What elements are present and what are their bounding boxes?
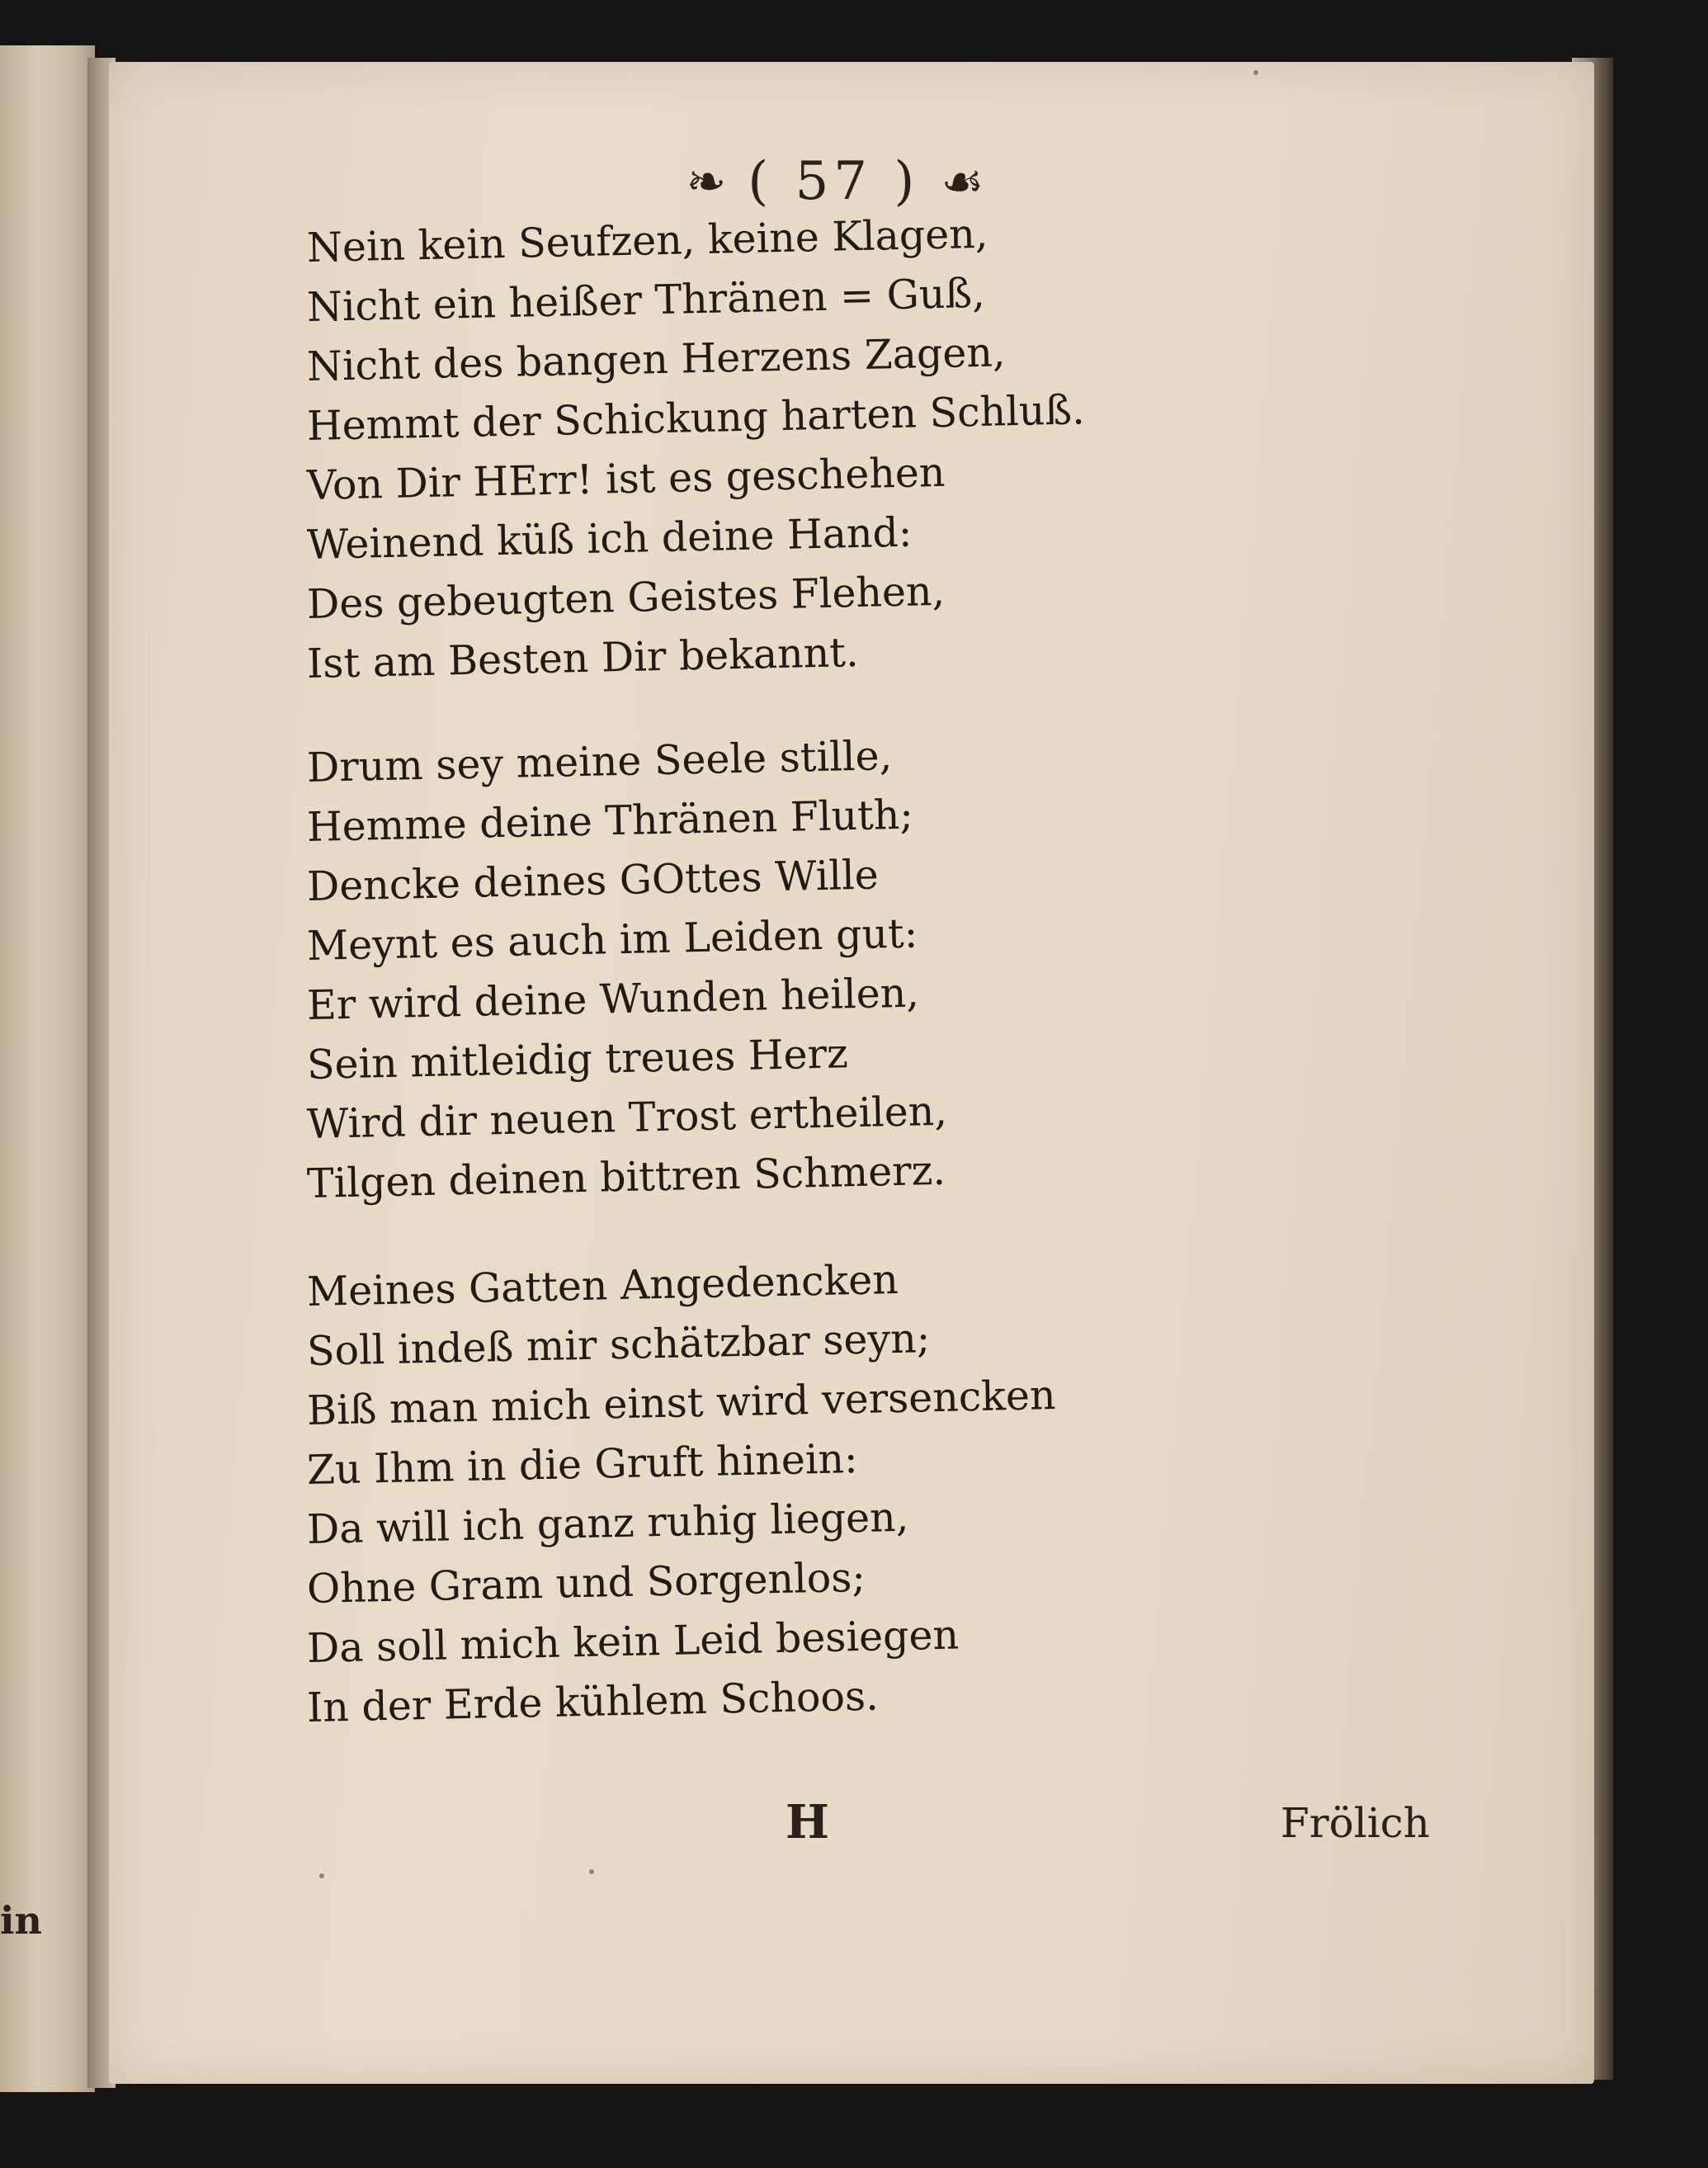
verse-line: Zu Ihm in die Gruft hinein: [306, 1435, 859, 1494]
signature-mark: H [786, 1795, 829, 1849]
verse-line: Wird dir neuen Trost ertheilen, [306, 1087, 948, 1148]
verse-line: Meines Gatten Angedencken [306, 1255, 899, 1315]
verse-line: Nicht ein heißer Thränen = Guß, [306, 269, 986, 331]
paper-speck [1253, 70, 1258, 75]
verse-line: Da soll mich kein Leid besiegen [306, 1611, 960, 1672]
page [109, 62, 1594, 2084]
verse-line: Sein mitleidig treues Herz [306, 1030, 849, 1089]
verse-line: Hemme deine Thränen Fluth; [306, 791, 914, 851]
verse-line: Er wird deine Wunden heilen, [306, 969, 920, 1029]
verse-line: Von Dir HErr! ist es geschehen [306, 448, 946, 509]
paper-speck [319, 1873, 324, 1878]
verse-line: In der Erde kühlem Schoos. [306, 1672, 880, 1731]
verse-line: Nicht des bangen Herzens Zagen, [306, 328, 1006, 390]
page-number: ( 57 ) [748, 151, 920, 212]
left-page-fragment: in [0, 1898, 42, 1943]
verse-line: Biß man mich einst wird versencken [306, 1371, 1057, 1434]
verse-line: Des gebeugten Geistes Flehen, [306, 567, 946, 628]
catchword: Frölich [1281, 1799, 1430, 1847]
left-page [0, 45, 95, 2092]
stanza-1 [306, 210, 1132, 694]
verse-line: Da will ich ganz ruhig liegen, [306, 1493, 909, 1553]
verse-line: Ohne Gram und Sorgenlos; [306, 1553, 866, 1613]
verse-line: Weinend küß ich deine Hand: [306, 508, 913, 569]
paper-speck [589, 1869, 594, 1874]
verse-line: Dencke deines GOttes Wille [306, 851, 880, 910]
ornament-right-icon: ☙ [941, 154, 984, 210]
stanza-3 [306, 1255, 1132, 1738]
verse-line: Hemmt der Schickung harten Schluß. [306, 386, 1086, 450]
ornament-left-icon: ❧ [686, 154, 727, 210]
verse-line: Drum sey meine Seele stille, [306, 732, 893, 791]
verse-line: Meynt es auch im Leiden gut: [306, 909, 918, 970]
verse-line: Soll indeß mir schätzbar seyn; [306, 1315, 931, 1375]
verse-line: Ist am Besten Dir bekannt. [306, 629, 860, 687]
stanza-2 [306, 732, 1132, 1214]
verse-line: Tilgen deinen bittren Schmerz. [306, 1146, 946, 1207]
verse-line: Nein kein Seufzen, keine Klagen, [306, 210, 988, 272]
